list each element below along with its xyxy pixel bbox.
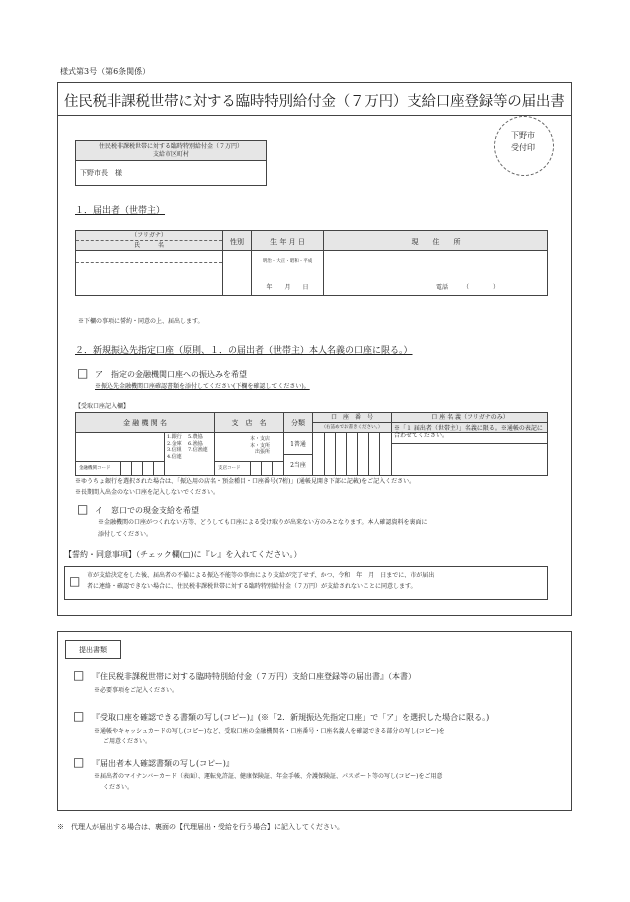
form-number: 様式第3号（第6条関係） <box>60 67 151 76</box>
era-options: 明治・大正・昭和・平成 <box>262 259 313 264</box>
account-table-title: 【受取口座記入欄】 <box>75 403 130 410</box>
bank-type-option[interactable]: 7.信漁連 <box>188 447 208 453</box>
submission-item-title: 『受取口座を確認できる書類の写し(コピー)』(※「2．新規振込先指定口座」で「ア」を選択した場合に限る。) <box>92 713 490 722</box>
submission-item-checkbox[interactable]: □ <box>73 709 85 723</box>
submission-item-checkbox[interactable]: □ <box>73 668 85 682</box>
option-a-checkbox[interactable]: □ <box>77 366 89 380</box>
pledge-note: ※下欄の事項に誓約・同意の上、届出します。 <box>78 318 204 325</box>
account-holder-header: 口 座 名 義（フリガナのみ） <box>431 414 509 421</box>
agent-note: ※ 代理人が届出する場合は、裏面の【代理届出・受給を行う場合】に記入してください。 <box>57 823 344 831</box>
bank-name-header: 金 融 機 関 名 <box>123 419 167 427</box>
form-title: 住民税非課税世帯に対する臨時特別給付金（７万円）支給口座登録等の届出書 <box>64 94 565 110</box>
branch-types <box>250 436 270 456</box>
section2-heading: ２．新規振込先指定口座（原則、１．の届出者（世帯主）本人名義の口座に限る。） <box>75 346 413 356</box>
birth-date-label: 生 年 月 日 <box>270 238 305 246</box>
pledge-text-line1: 市が支給決定をした後、届出者の不備による振込不能等の事由により支給が完了せず、かつ、令和 年 月 日までに、市が届出 <box>87 572 435 579</box>
branch-code-label: 支店コード <box>218 466 241 471</box>
branch-type-option[interactable]: 出張所 <box>255 449 271 455</box>
bank-type-option[interactable]: 1.銀行 <box>167 434 182 440</box>
bank-type-option[interactable]: 3.信組 <box>167 447 182 453</box>
account-type-header: 分類 <box>291 419 305 427</box>
name-label: 氏 名 <box>133 242 164 249</box>
submission-item-note: ください。 <box>103 784 134 791</box>
gender-input[interactable] <box>223 251 251 295</box>
addressee-name: 下野市長 様 <box>80 169 122 177</box>
option-b-checkbox[interactable]: □ <box>77 502 89 516</box>
addressee-header-line1: 住民税非課税世帯に対する臨時特別給付金（７万円） <box>98 143 243 150</box>
branch-type-option[interactable]: 本・支店 <box>250 436 271 442</box>
bank-type-option[interactable]: 4.信連 <box>167 453 182 460</box>
long-term-note: ※長期間入出金のない口座を記入しないでください。 <box>75 489 220 496</box>
submission-item-note: ご用意ください。 <box>103 738 152 745</box>
account-number-note: （右詰めでお書きください。） <box>321 425 383 430</box>
branch-name-header: 支 店 名 <box>231 419 267 427</box>
gender-label: 性別 <box>230 238 244 246</box>
account-type-savings[interactable]: 1普通 <box>290 441 306 448</box>
pledge-text-line2: 者に連絡・確認できない場合に、住民税非課税世帯に対する臨時特別給付金（７万円）が支給されないことに同意します。 <box>87 583 417 590</box>
bank-types-col2 <box>188 434 208 454</box>
option-b-note-line1: ※金融機関の口座がつくれない方等、どうしても口座による受け取りが出来ない方のみとなります。本人確認資料を裏面に <box>98 519 428 526</box>
bank-type-option[interactable]: 5.農協 <box>188 434 203 440</box>
branch-type-option[interactable]: 本・支所 <box>250 442 271 449</box>
pledge-checkbox[interactable]: □ <box>69 574 81 588</box>
account-holder-note: ※「１ 届出者（世帯主）」名義に限る。※通帳の表記に合わせてください。 <box>394 425 543 439</box>
stamp-text-city: 下野市 <box>511 131 535 140</box>
pledge-heading: 【誓約・同意事項】（チェック欄(□)に『レ』を入れてください。） <box>64 550 302 559</box>
furigana-input[interactable] <box>76 251 222 262</box>
address-label: 現 住 所 <box>411 238 461 246</box>
submission-item-note: ※届出者のマイナンバーカード（表面）、運転免許証、健康保険証、年金手帳、介護保険証、パスポート等の写し(コピー)をご用意 <box>94 773 443 780</box>
submission-item-checkbox[interactable]: □ <box>73 755 85 769</box>
submission-item-note: ※通帳やキャッシュカードの写し(コピー)など、受取口座の金融機関名・口座番号・口座名義人を確認できる部分の写し(コピー)を <box>94 728 445 735</box>
account-number-header: 口 座 番 号 <box>330 414 373 421</box>
furigana-label: （フリガナ） <box>131 232 167 239</box>
phone-field[interactable]: 電話 （ ） <box>436 284 500 291</box>
bank-code-label: 金融機関コード <box>79 466 111 471</box>
name-input[interactable] <box>76 263 222 295</box>
submission-heading: 提出書類 <box>79 646 107 654</box>
address-input[interactable] <box>324 251 548 281</box>
stamp-text-received: 受付印 <box>511 143 535 152</box>
option-a-note: ※振込先金融機関口座確認書類を添付してください(下欄を確認してください)。 <box>95 383 310 390</box>
yucho-note: ※ゆうちょ銀行を選択された場合は、「振込用の店名・預金種目・口座番号(7桁)」(通帳見開き下部に記載)をご記入ください。 <box>75 478 416 485</box>
option-a-label: ア 指定の金融機関口座への振込みを希望 <box>95 370 247 379</box>
bank-types-col1 <box>167 434 182 460</box>
addressee-header-line2: 支給市区町村 <box>152 151 189 158</box>
submission-item-title: 『住民税非課税世帯に対する臨時特別給付金（７万円）支給口座登録等の届出書』（本書） <box>92 672 416 681</box>
bank-type-option[interactable]: 6.漁協 <box>188 440 203 447</box>
option-b-note-line2: 添付してください。 <box>98 531 153 538</box>
option-b-label: イ 窓口での現金支給を希望 <box>95 506 199 515</box>
account-type-checking[interactable]: 2当座 <box>290 462 306 469</box>
submission-item-note: ※必要事項をご記入ください。 <box>94 687 179 694</box>
birth-date-format[interactable]: 年 月 日 <box>266 284 309 291</box>
section1-heading: １．届出者（世帯主） <box>75 206 166 216</box>
bank-type-option[interactable]: 2.金庫 <box>167 440 182 447</box>
submission-item-title: 『届出者本人確認書類の写し(コピー)』 <box>92 759 234 768</box>
